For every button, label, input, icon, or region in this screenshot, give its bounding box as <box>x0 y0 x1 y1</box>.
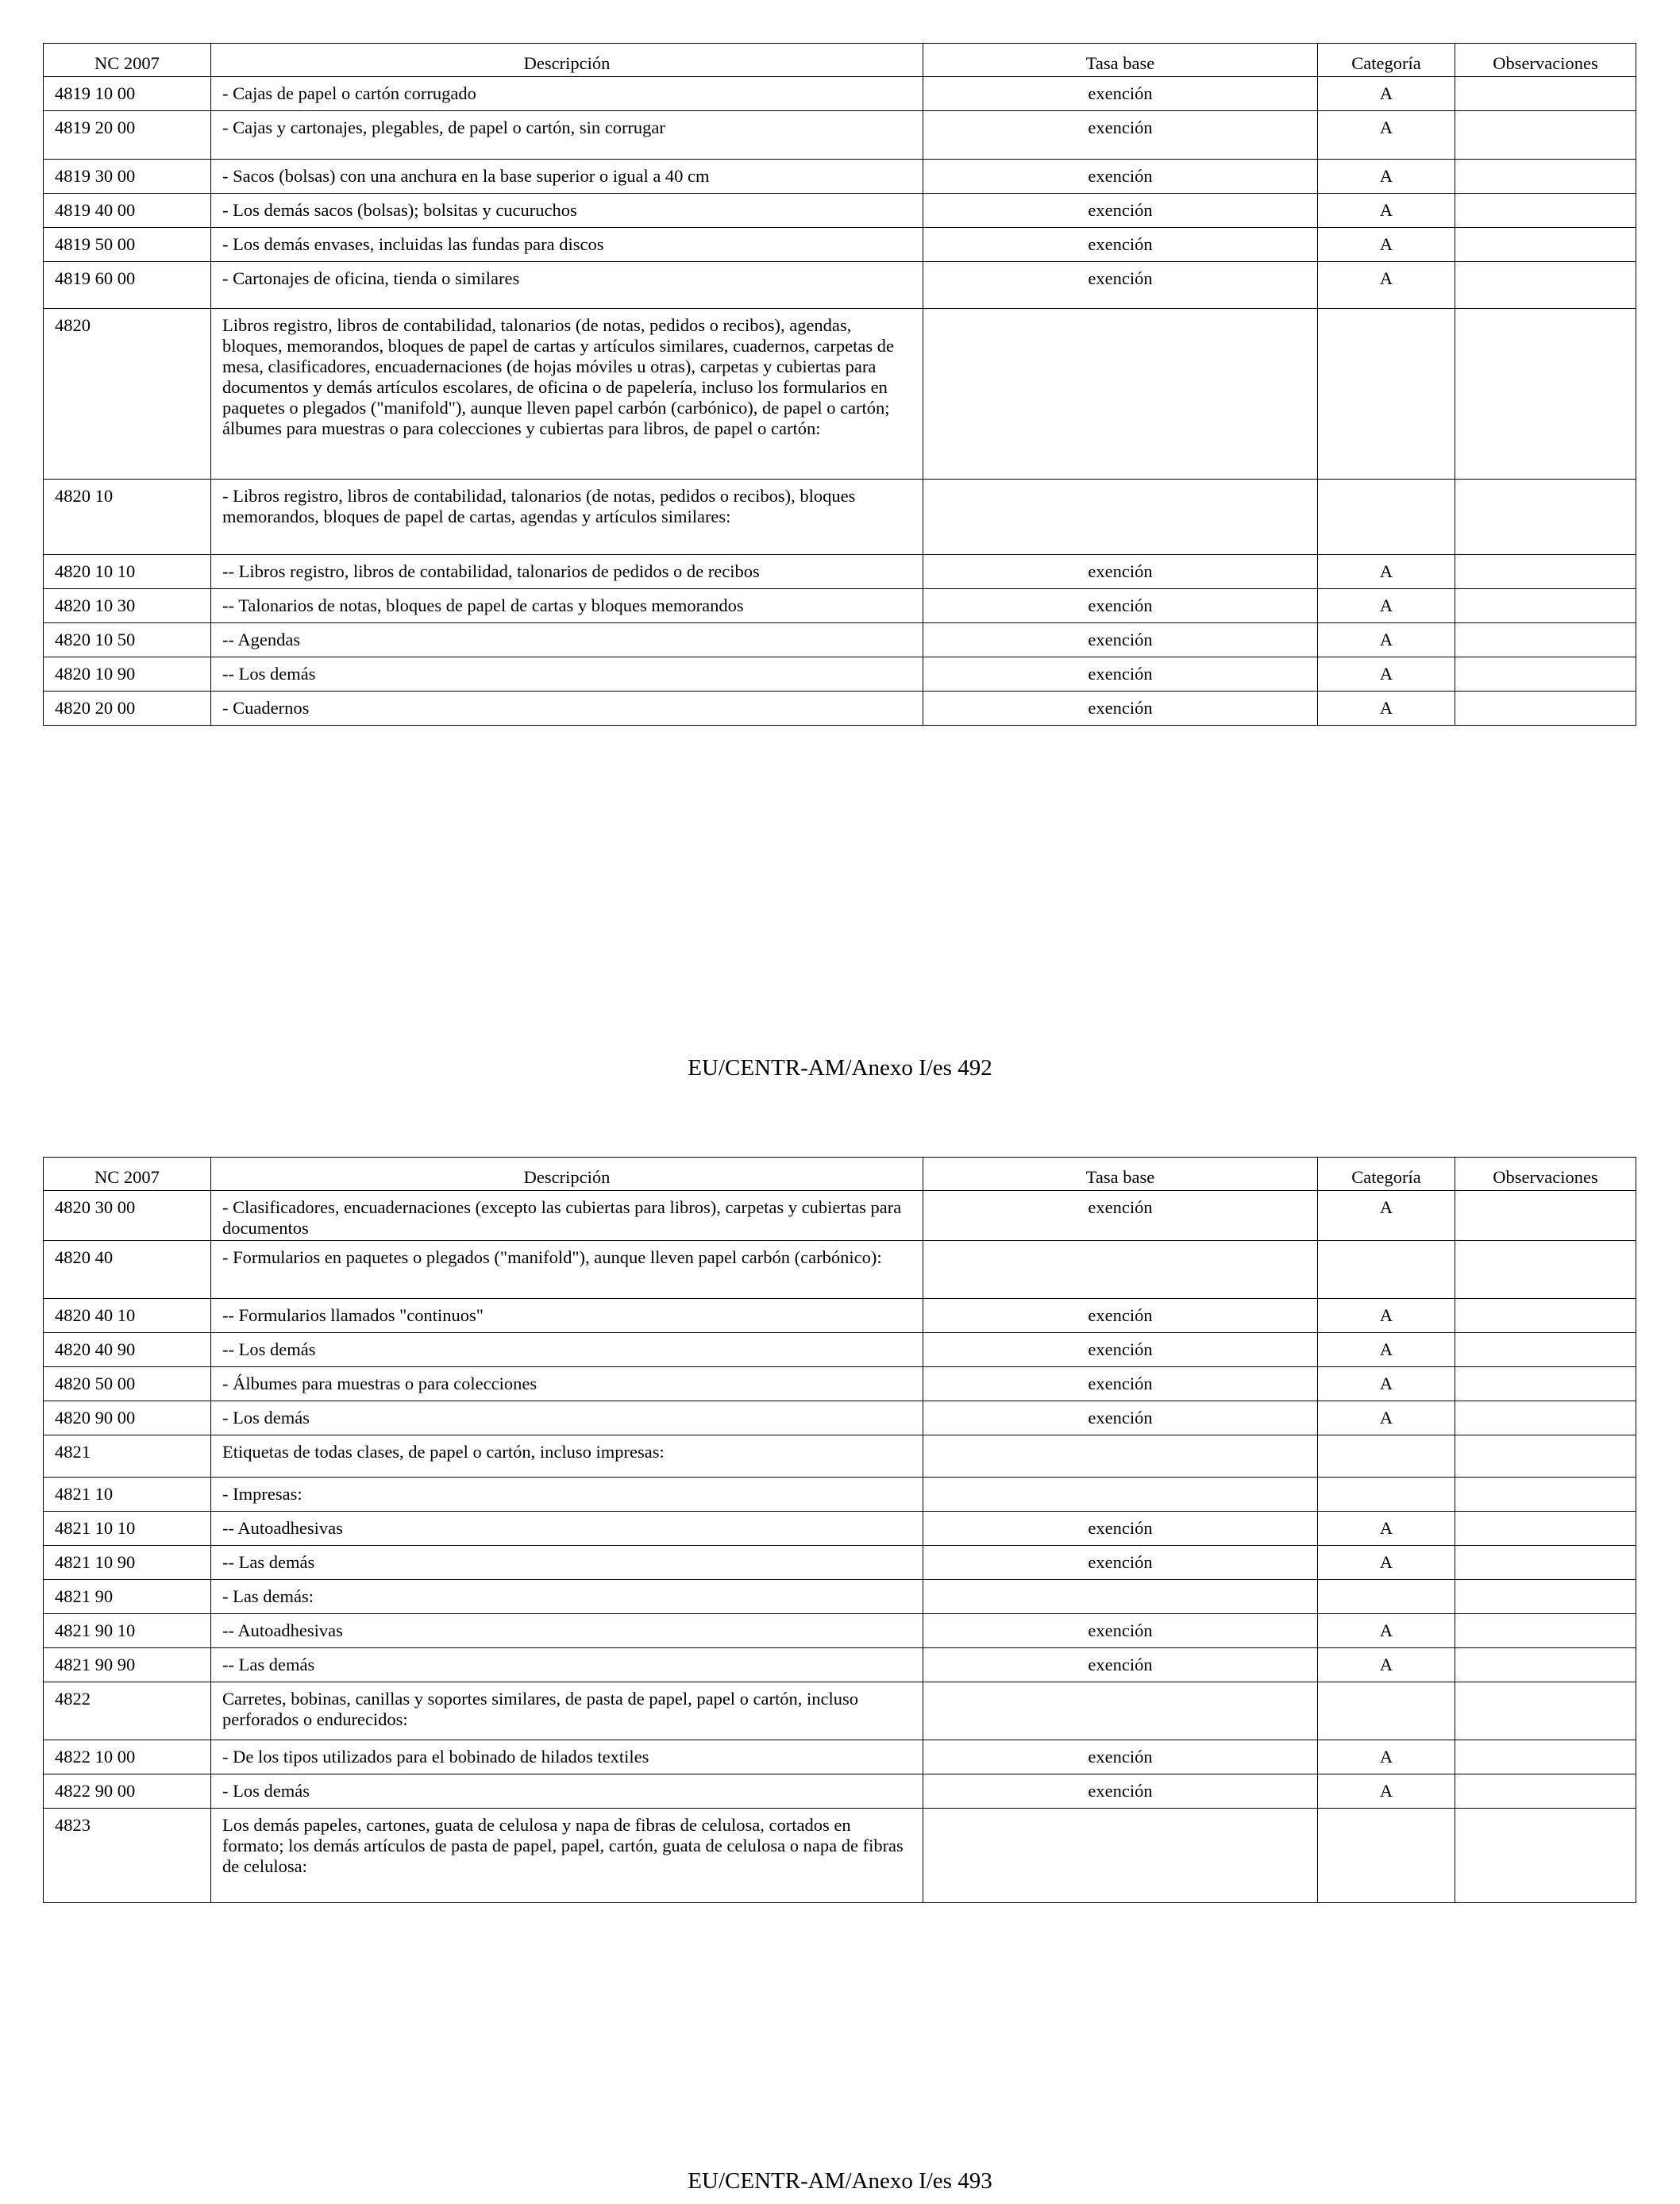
code-cell: 4822 90 00 <box>44 1774 211 1809</box>
page-footer-493: EU/CENTR-AM/Anexo I/es 493 <box>688 2168 992 2194</box>
code-cell: 4820 10 10 <box>44 555 211 589</box>
rate-cell: exención <box>923 194 1318 228</box>
remarks-cell <box>1455 1401 1636 1435</box>
category-cell: A <box>1318 623 1455 657</box>
category-cell: A <box>1318 1546 1455 1580</box>
rate-cell: exención <box>923 1401 1318 1435</box>
rate-cell: exención <box>923 1299 1318 1333</box>
remarks-cell <box>1455 1478 1636 1512</box>
description-cell: -- Las demás <box>211 1648 923 1682</box>
description-cell: Libros registro, libros de contabilidad, talonarios (de notas, pedidos o recibos), agendas, bloques, memorandos, bloques de papel de cartas y artículos similares, cuadernos, carpetas de mesa, clasificadores, encuadernaciones (de hojas móviles u otras), carpetas y cubiertas para documentos y demás artículos escolares, de oficina o de papelería, incluso los formularios en paquetes o plegados ("manifold"), aunque lleven papel carbón (carbónico), de papel o cartón; álbumes para muestras o para colecciones y cubiertas para libros, de papel o cartón: <box>211 309 923 480</box>
rate-cell <box>923 1241 1318 1299</box>
code-cell: 4820 40 90 <box>44 1333 211 1367</box>
remarks-cell <box>1455 1648 1636 1682</box>
remarks-cell <box>1455 657 1636 692</box>
description-cell: - Impresas: <box>211 1478 923 1512</box>
category-cell: A <box>1318 1191 1455 1241</box>
table-row <box>44 657 1636 692</box>
table-row <box>44 1512 1636 1546</box>
table-row <box>44 194 1636 228</box>
description-cell: - Clasificadores, encuadernaciones (excepto las cubiertas para libros), carpetas y cubiertas para documentos <box>211 1191 923 1241</box>
category-cell <box>1318 480 1455 555</box>
remarks-cell <box>1455 111 1636 160</box>
table-row <box>44 1333 1636 1367</box>
table-row <box>44 1648 1636 1682</box>
remarks-cell <box>1455 589 1636 623</box>
rate-cell <box>923 1478 1318 1512</box>
header-remarks: Observaciones <box>1455 44 1636 77</box>
description-cell: -- Los demás <box>211 657 923 692</box>
category-cell: A <box>1318 657 1455 692</box>
header-remarks: Observaciones <box>1455 1158 1636 1191</box>
rate-cell: exención <box>923 1740 1318 1774</box>
category-cell: A <box>1318 1512 1455 1546</box>
rate-cell: exención <box>923 1614 1318 1648</box>
page-footer-492: EU/CENTR-AM/Anexo I/es 492 <box>688 1055 992 1081</box>
header-description: Descripción <box>211 44 923 77</box>
code-cell: 4821 10 10 <box>44 1512 211 1546</box>
category-cell: A <box>1318 589 1455 623</box>
description-cell: - Sacos (bolsas) con una anchura en la base superior o igual a 40 cm <box>211 160 923 194</box>
description-cell: - Los demás <box>211 1774 923 1809</box>
code-cell: 4819 30 00 <box>44 160 211 194</box>
code-cell: 4821 90 90 <box>44 1648 211 1682</box>
rate-cell: exención <box>923 1648 1318 1682</box>
description-cell: - Los demás envases, incluidas las fundas para discos <box>211 228 923 262</box>
description-cell: Los demás papeles, cartones, guata de celulosa y napa de fibras de celulosa, cortados en formato; los demás artículos de pasta de papel, papel, cartón, guata de celulosa o napa de fibras de celulosa: <box>211 1809 923 1903</box>
rate-cell <box>923 309 1318 480</box>
code-cell: 4821 10 <box>44 1478 211 1512</box>
header-category: Categoría <box>1318 44 1455 77</box>
remarks-cell <box>1455 555 1636 589</box>
category-cell <box>1318 1478 1455 1512</box>
remarks-cell <box>1455 1512 1636 1546</box>
code-cell: 4820 20 00 <box>44 692 211 726</box>
header-rate: Tasa base <box>923 44 1318 77</box>
description-cell: - Libros registro, libros de contabilidad, talonarios (de notas, pedidos o recibos), bloques memorandos, bloques de papel de cartas, agendas y artículos similares: <box>211 480 923 555</box>
category-cell: A <box>1318 1614 1455 1648</box>
category-cell: A <box>1318 1401 1455 1435</box>
table-row <box>44 1580 1636 1614</box>
header-category: Categoría <box>1318 1158 1455 1191</box>
category-cell <box>1318 1682 1455 1740</box>
category-cell: A <box>1318 1367 1455 1401</box>
table-row <box>44 623 1636 657</box>
code-cell: 4820 30 00 <box>44 1191 211 1241</box>
header-description: Descripción <box>211 1158 923 1191</box>
remarks-cell <box>1455 692 1636 726</box>
remarks-cell <box>1455 228 1636 262</box>
tariff-table-page-493 <box>43 1157 1636 1903</box>
code-cell: 4820 10 30 <box>44 589 211 623</box>
description-cell: -- Libros registro, libros de contabilidad, talonarios de pedidos o de recibos <box>211 555 923 589</box>
table-row <box>44 1614 1636 1648</box>
table-row <box>44 1809 1636 1903</box>
code-cell: 4821 90 <box>44 1580 211 1614</box>
rate-cell: exención <box>923 1367 1318 1401</box>
table-row <box>44 1299 1636 1333</box>
code-cell: 4819 60 00 <box>44 262 211 309</box>
category-cell: A <box>1318 555 1455 589</box>
rate-cell: exención <box>923 589 1318 623</box>
description-cell: - Formularios en paquetes o plegados ("manifold"), aunque lleven papel carbón (carbónico): <box>211 1241 923 1299</box>
table-row <box>44 228 1636 262</box>
category-cell: A <box>1318 111 1455 160</box>
remarks-cell <box>1455 1809 1636 1903</box>
rate-cell: exención <box>923 111 1318 160</box>
description-cell: -- Las demás <box>211 1546 923 1580</box>
category-cell: A <box>1318 1648 1455 1682</box>
remarks-cell <box>1455 1774 1636 1809</box>
category-cell: A <box>1318 262 1455 309</box>
rate-cell <box>923 1435 1318 1478</box>
description-cell: -- Los demás <box>211 1333 923 1367</box>
table-row <box>44 1367 1636 1401</box>
rate-cell: exención <box>923 1333 1318 1367</box>
code-cell: 4820 40 <box>44 1241 211 1299</box>
code-cell: 4820 40 10 <box>44 1299 211 1333</box>
remarks-cell <box>1455 309 1636 480</box>
table-row <box>44 555 1636 589</box>
table-row <box>44 1191 1636 1241</box>
rate-cell: exención <box>923 555 1318 589</box>
category-cell <box>1318 1435 1455 1478</box>
description-cell: - De los tipos utilizados para el bobinado de hilados textiles <box>211 1740 923 1774</box>
table-row <box>44 589 1636 623</box>
rate-cell <box>923 1809 1318 1903</box>
remarks-cell <box>1455 1682 1636 1740</box>
table-row <box>44 77 1636 111</box>
table-row <box>44 1241 1636 1299</box>
table-row <box>44 160 1636 194</box>
table-row <box>44 1401 1636 1435</box>
code-cell: 4820 10 50 <box>44 623 211 657</box>
description-cell: Etiquetas de todas clases, de papel o cartón, incluso impresas: <box>211 1435 923 1478</box>
rate-cell <box>923 1682 1318 1740</box>
rate-cell <box>923 1580 1318 1614</box>
code-cell: 4822 10 00 <box>44 1740 211 1774</box>
category-cell: A <box>1318 160 1455 194</box>
code-cell: 4821 <box>44 1435 211 1478</box>
description-cell: Carretes, bobinas, canillas y soportes similares, de pasta de papel, papel o cartón, incluso perforados o endurecidos: <box>211 1682 923 1740</box>
table-row <box>44 1478 1636 1512</box>
code-cell: 4820 10 90 <box>44 657 211 692</box>
rate-cell: exención <box>923 623 1318 657</box>
table-header-row <box>44 44 1636 77</box>
description-cell: - Los demás <box>211 1401 923 1435</box>
category-cell <box>1318 309 1455 480</box>
code-cell: 4820 90 00 <box>44 1401 211 1435</box>
description-cell: - Álbumes para muestras o para colecciones <box>211 1367 923 1401</box>
rate-cell: exención <box>923 692 1318 726</box>
category-cell: A <box>1318 1740 1455 1774</box>
remarks-cell <box>1455 1740 1636 1774</box>
table-row <box>44 262 1636 309</box>
category-cell: A <box>1318 228 1455 262</box>
table-row <box>44 111 1636 160</box>
table-header-row <box>44 1158 1636 1191</box>
code-cell: 4819 20 00 <box>44 111 211 160</box>
remarks-cell <box>1455 623 1636 657</box>
remarks-cell <box>1455 1614 1636 1648</box>
rate-cell: exención <box>923 1774 1318 1809</box>
description-cell: -- Formularios llamados "continuos" <box>211 1299 923 1333</box>
category-cell <box>1318 1809 1455 1903</box>
remarks-cell <box>1455 1367 1636 1401</box>
rate-cell: exención <box>923 1512 1318 1546</box>
code-cell: 4821 90 10 <box>44 1614 211 1648</box>
table-row <box>44 1682 1636 1740</box>
table-row <box>44 309 1636 480</box>
rate-cell: exención <box>923 262 1318 309</box>
code-cell: 4820 50 00 <box>44 1367 211 1401</box>
description-cell: -- Talonarios de notas, bloques de papel de cartas y bloques memorandos <box>211 589 923 623</box>
code-cell: 4819 40 00 <box>44 194 211 228</box>
rate-cell: exención <box>923 657 1318 692</box>
code-cell: 4819 50 00 <box>44 228 211 262</box>
remarks-cell <box>1455 160 1636 194</box>
category-cell: A <box>1318 77 1455 111</box>
header-code: NC 2007 <box>44 1158 211 1191</box>
rate-cell: exención <box>923 228 1318 262</box>
code-cell: 4819 10 00 <box>44 77 211 111</box>
category-cell <box>1318 1241 1455 1299</box>
table-row <box>44 1435 1636 1478</box>
header-code: NC 2007 <box>44 44 211 77</box>
table-row <box>44 1774 1636 1809</box>
remarks-cell <box>1455 1546 1636 1580</box>
category-cell <box>1318 1580 1455 1614</box>
table-row <box>44 692 1636 726</box>
category-cell: A <box>1318 1774 1455 1809</box>
description-cell: - Cajas y cartonajes, plegables, de papel o cartón, sin corrugar <box>211 111 923 160</box>
rate-cell: exención <box>923 1546 1318 1580</box>
description-cell: - Los demás sacos (bolsas); bolsitas y cucuruchos <box>211 194 923 228</box>
remarks-cell <box>1455 1299 1636 1333</box>
rate-cell <box>923 480 1318 555</box>
remarks-cell <box>1455 1435 1636 1478</box>
table-row <box>44 1546 1636 1580</box>
category-cell: A <box>1318 194 1455 228</box>
code-cell: 4820 <box>44 309 211 480</box>
remarks-cell <box>1455 1580 1636 1614</box>
code-cell: 4820 10 <box>44 480 211 555</box>
rate-cell: exención <box>923 77 1318 111</box>
category-cell: A <box>1318 1299 1455 1333</box>
code-cell: 4821 10 90 <box>44 1546 211 1580</box>
remarks-cell <box>1455 1191 1636 1241</box>
description-cell: - Cajas de papel o cartón corrugado <box>211 77 923 111</box>
table-row <box>44 1740 1636 1774</box>
category-cell: A <box>1318 1333 1455 1367</box>
description-cell: -- Autoadhesivas <box>211 1512 923 1546</box>
remarks-cell <box>1455 262 1636 309</box>
code-cell: 4822 <box>44 1682 211 1740</box>
description-cell: - Cartonajes de oficina, tienda o similares <box>211 262 923 309</box>
description-cell: -- Agendas <box>211 623 923 657</box>
rate-cell: exención <box>923 1191 1318 1241</box>
category-cell: A <box>1318 692 1455 726</box>
description-cell: - Cuadernos <box>211 692 923 726</box>
remarks-cell <box>1455 77 1636 111</box>
code-cell: 4823 <box>44 1809 211 1903</box>
remarks-cell <box>1455 194 1636 228</box>
rate-cell: exención <box>923 160 1318 194</box>
remarks-cell <box>1455 1241 1636 1299</box>
description-cell: -- Autoadhesivas <box>211 1614 923 1648</box>
remarks-cell <box>1455 1333 1636 1367</box>
description-cell: - Las demás: <box>211 1580 923 1614</box>
header-rate: Tasa base <box>923 1158 1318 1191</box>
remarks-cell <box>1455 480 1636 555</box>
tariff-table-page-492 <box>43 43 1636 726</box>
table-row <box>44 480 1636 555</box>
